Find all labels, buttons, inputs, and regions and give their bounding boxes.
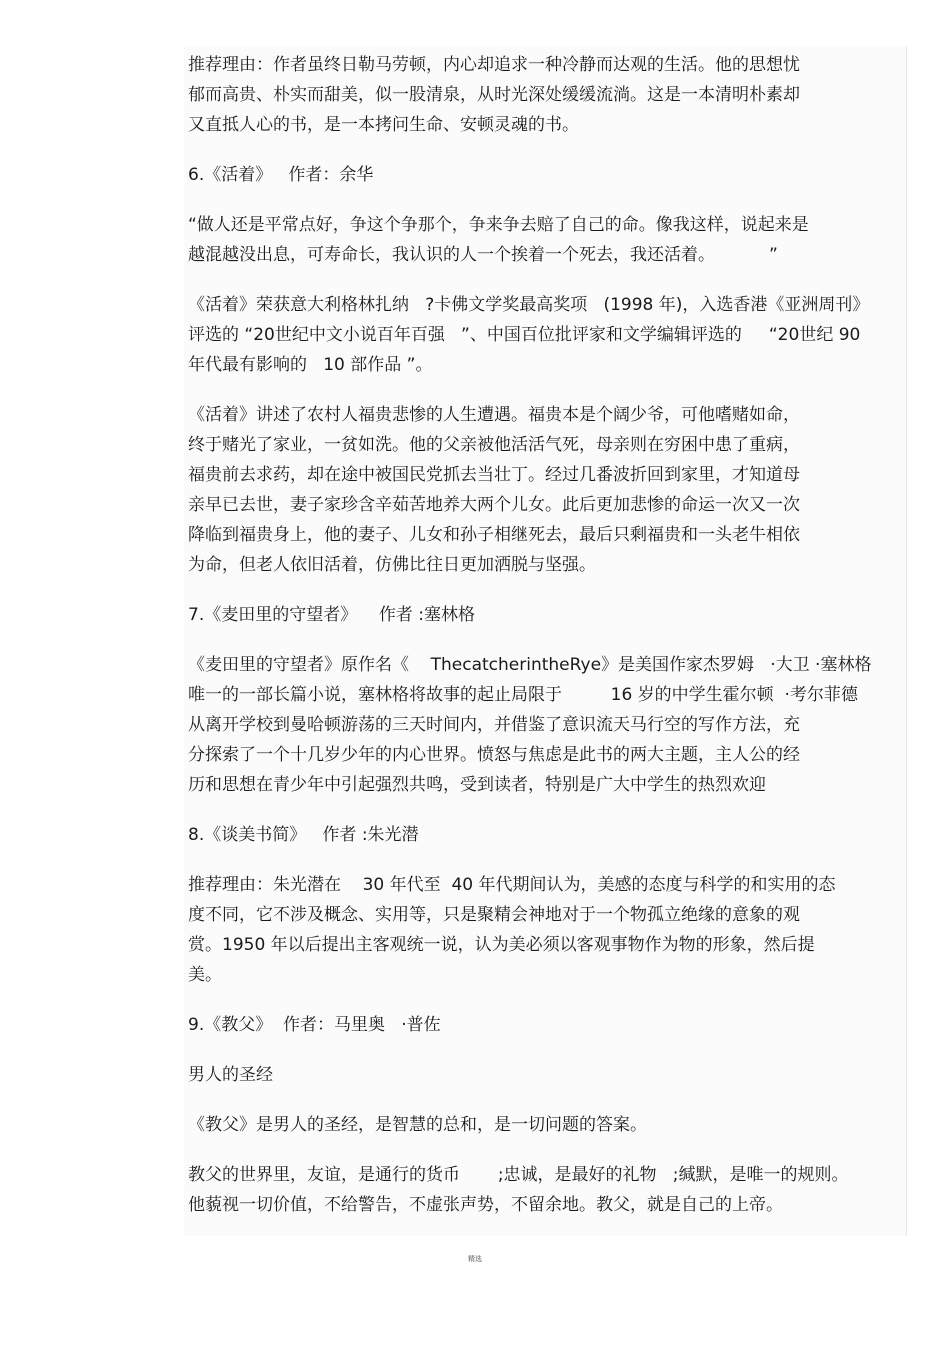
- paragraph-recommendation-intro: [188, 50, 904, 140]
- text-line: 为命，但老人依旧活着，仿佛比往日更加洒脱与坚强。: [188, 555, 596, 575]
- paragraph-godfather-world: [188, 1160, 904, 1220]
- book-heading-6: [188, 160, 904, 190]
- text-line: 《活着》讲述了农村人福贵悲惨的人生遭遇。福贵本是个阔少爷，可他嗜赌如命，: [188, 405, 800, 425]
- text-line: 度不同，它不涉及概念、实用等，只是聚精会神地对于一个物孤立绝缘的意象的观: [188, 905, 800, 925]
- paragraph-catcher: [188, 650, 904, 800]
- text-line: 《活着》荣获意大利格林扎纳 ?卡佛文学奖最高奖项 (1998 年)，入选香港《亚洲周刊》: [188, 295, 870, 315]
- paragraph-subtitle: [188, 1060, 904, 1090]
- text-line: 教父的世界里，友谊，是通行的货币 ;忠诚，是最好的礼物 ;缄默，是唯一的规则。: [188, 1165, 849, 1185]
- text-line: 赏。1950 年以后提出主客观统一说，认为美必须以客观事物作为物的形象，然后提: [188, 935, 815, 955]
- text-line: 9.《教父》 作者：马里奥 ·普佐: [188, 1015, 441, 1035]
- text-line: 推荐理由：作者虽终日勒马劳顿，内心却追求一种冷静而达观的生活。他的思想忧: [188, 55, 800, 75]
- text-line: 6.《活着》 作者：余华: [188, 165, 374, 185]
- text-line: 年代最有影响的 10 部作品 ”。: [188, 355, 433, 375]
- paragraph-quote: [188, 210, 904, 270]
- text-line: 郁而高贵、朴实而甜美，似一股清泉，从时光深处缓缓流淌。这是一本清明朴素却: [188, 85, 800, 105]
- text-line: 他藐视一切价值，不给警告，不虚张声势，不留余地。教父，就是自己的上帝。: [188, 1195, 783, 1215]
- book-heading-8: [188, 820, 904, 850]
- text-line: 8.《谈美书简》 作者 :朱光潜: [188, 825, 419, 845]
- text-line: 美。: [188, 965, 222, 985]
- book-heading-9: [188, 1010, 904, 1040]
- text-line: 《教父》是男人的圣经，是智慧的总和，是一切问题的答案。: [188, 1115, 647, 1135]
- text-line: “做人还是平常点好，争这个争那个，争来争去赔了自己的命。像我这样，说起来是: [188, 215, 809, 235]
- text-line: 终于赌光了家业，一贫如洗。他的父亲被他活活气死，母亲则在穷困中患了重病，: [188, 435, 800, 455]
- text-line: 亲早已去世，妻子家珍含辛茹苦地养大两个儿女。此后更加悲惨的命运一次又一次: [188, 495, 800, 515]
- paragraph-awards: [188, 290, 904, 380]
- book-heading-7: [188, 600, 904, 630]
- text-line: 《麦田里的守望者》原作名《 ThecatcherintheRye》是美国作家杰罗姆 ·大卫 ·塞林格: [188, 655, 872, 675]
- text-line: 7.《麦田里的守望者》 作者 :塞林格: [188, 605, 475, 625]
- page-footer-label: 精选: [468, 1255, 482, 1263]
- paragraph-godfather-intro: [188, 1110, 904, 1140]
- text-line: 分探索了一个十几岁少年的内心世界。愤怒与焦虑是此书的两大主题，主人公的经: [188, 745, 800, 765]
- text-line: 男人的圣经: [188, 1065, 273, 1085]
- document-body: [188, 50, 904, 1220]
- text-line: 又直抵人心的书，是一本拷问生命、安顿灵魂的书。: [188, 115, 579, 135]
- text-line: 推荐理由：朱光潜在 30 年代至 40 年代期间认为，美感的态度与科学的和实用的态: [188, 875, 836, 895]
- text-line: 福贵前去求药，却在途中被国民党抓去当壮丁。经过几番波折回到家里，才知道母: [188, 465, 800, 485]
- text-line: 越混越没出息，可寿命长，我认识的人一个挨着一个死去，我还活着。 ”: [188, 245, 778, 265]
- paragraph-aesthetics: [188, 870, 904, 990]
- text-line: 历和思想在青少年中引起强烈共鸣，受到读者，特别是广大中学生的热烈欢迎: [188, 775, 766, 795]
- text-line: 评选的 “20世纪中文小说百年百强 ”、中国百位批评家和文学编辑评选的 “20世纪 90: [188, 325, 861, 345]
- text-line: 唯一的一部长篇小说，塞林格将故事的起止局限于 16 岁的中学生霍尔顿 ·考尔菲德: [188, 685, 858, 705]
- text-line: 降临到福贵身上，他的妻子、儿女和孙子相继死去，最后只剩福贵和一头老牛相依: [188, 525, 800, 545]
- paragraph-summary: [188, 400, 904, 580]
- text-line: 从离开学校到曼哈顿游荡的三天时间内，并借鉴了意识流天马行空的写作方法，充: [188, 715, 800, 735]
